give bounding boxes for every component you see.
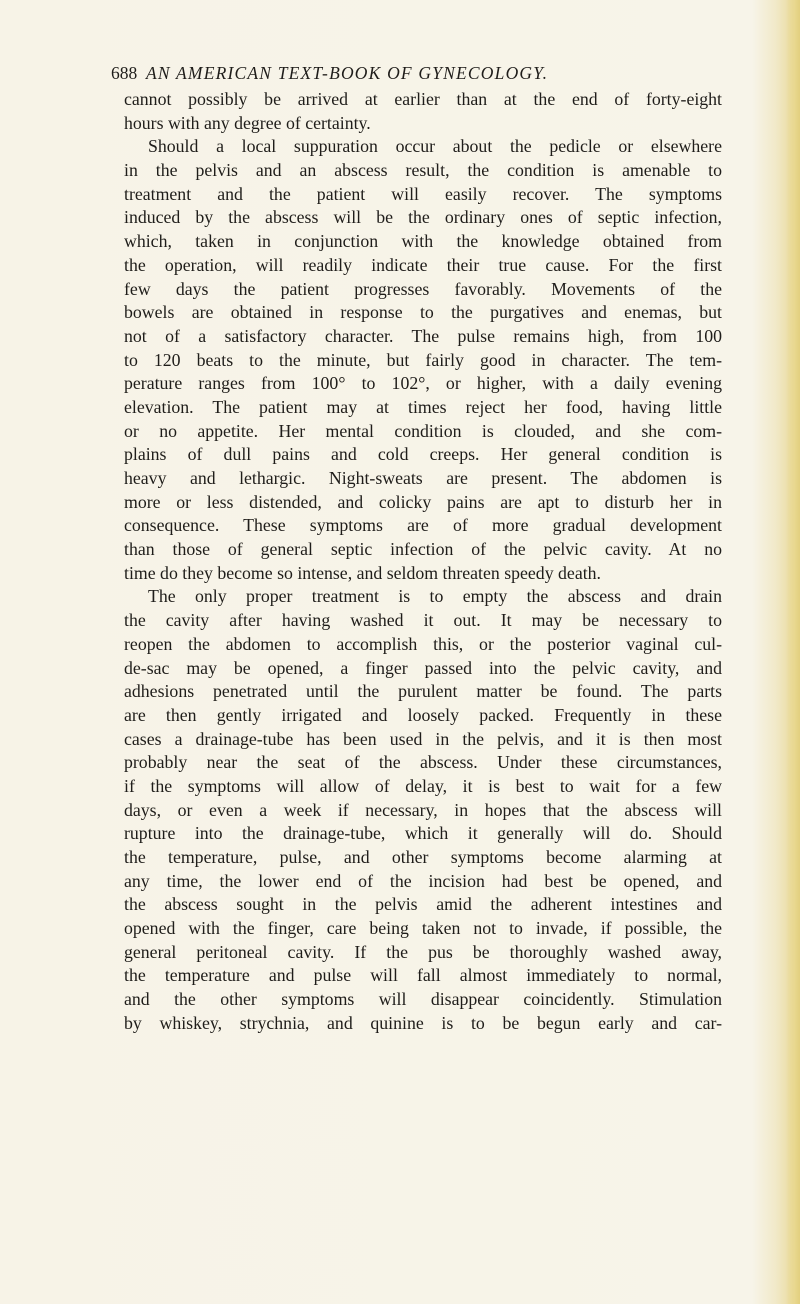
text-line: hours with any degree of certainty.	[124, 112, 371, 133]
text-line: any time, the lower end of the incision had best be opened, and	[124, 870, 722, 891]
running-head	[111, 60, 721, 86]
text-line: than those of general septic infection of the pelvic cavity. At no	[124, 539, 722, 560]
text-line: by whiskey, strychnia, and quinine is to be begun early and car-	[124, 1012, 722, 1033]
text-line: adhesions penetrated until the purulent matter be found. The parts	[124, 681, 722, 702]
text-line: in the pelvis and an abscess result, the condition is amenable to	[124, 160, 722, 181]
text-line: de-sac may be opened, a finger passed into the pelvic cavity, and	[124, 657, 722, 678]
text-line: or no appetite. Her mental condition is clouded, and she com-	[124, 420, 722, 441]
text-line: The only proper treatment is to empty the abscess and drain	[148, 586, 722, 607]
text-line: the abscess sought in the pelvis amid the adherent intestines and	[124, 894, 722, 915]
text-line: opened with the finger, care being taken not to invade, if possible, the	[124, 918, 722, 939]
text-line: the operation, will readily indicate their true cause. For the first	[124, 254, 722, 275]
text-line: Should a local suppuration occur about the pedicle or elsewhere	[148, 136, 722, 157]
page-number: 688	[111, 63, 138, 83]
text-line: few days the patient progresses favorably. Movements of the	[124, 278, 722, 299]
text-line: general peritoneal cavity. If the pus be thoroughly washed away,	[124, 941, 722, 962]
text-line: plains of dull pains and cold creeps. Her general condition is	[124, 444, 722, 465]
text-line: elevation. The patient may at times reject her food, having little	[124, 396, 722, 417]
page-edge	[786, 0, 800, 1304]
text-line: cases a drainage-tube has been used in the pelvis, and it is then most	[124, 728, 722, 749]
text-line: days, or even a week if necessary, in hopes that the abscess will	[124, 799, 722, 820]
text-line: the cavity after having washed it out. It may be necessary to	[124, 610, 722, 631]
text-line: if the symptoms will allow of delay, it is best to wait for a few	[124, 775, 722, 796]
text-line: rupture into the drainage-tube, which it generally will do. Should	[124, 823, 722, 844]
text-line: not of a satisfactory character. The pulse remains high, from 100	[124, 325, 722, 346]
text-line: reopen the abdomen to accomplish this, or the posterior vaginal cul-	[124, 633, 722, 654]
text-line: bowels are obtained in response to the purgatives and enemas, but	[124, 302, 722, 323]
text-line: induced by the abscess will be the ordinary ones of septic infection,	[124, 207, 722, 228]
text-line: and the other symptoms will disappear coincidently. Stimulation	[124, 989, 722, 1010]
text-line: are then gently irrigated and loosely packed. Frequently in these	[124, 704, 722, 725]
text-line: which, taken in conjunction with the knowledge obtained from	[124, 231, 722, 252]
text-line: the temperature, pulse, and other symptoms become alarming at	[124, 847, 722, 867]
text-line: consequence. These symptoms are of more gradual development	[124, 515, 722, 536]
text-line: cannot possibly be arrived at earlier than at the end of forty-eight	[124, 89, 722, 109]
text-line: treatment and the patient will easily recover. The symptoms	[124, 183, 722, 204]
text-line: the temperature and pulse will fall almost immediately to normal,	[124, 965, 722, 986]
text-line: to 120 beats to the minute, but fairly good in character. The tem-	[124, 349, 722, 370]
text-line: perature ranges from 100° to 102°, or higher, with a daily evening	[124, 373, 722, 394]
running-title: AN AMERICAN TEXT-BOOK OF GYNECOLOGY.	[146, 63, 549, 83]
text-line: probably near the seat of the abscess. Under these circumstances,	[124, 752, 722, 773]
text-line: more or less distended, and colicky pains are apt to disturb her in	[124, 491, 722, 512]
body-text	[124, 88, 722, 1036]
text-line: heavy and lethargic. Night-sweats are present. The abdomen is	[124, 468, 722, 488]
text-line: time do they become so intense, and seldom threaten speedy death.	[124, 562, 601, 583]
